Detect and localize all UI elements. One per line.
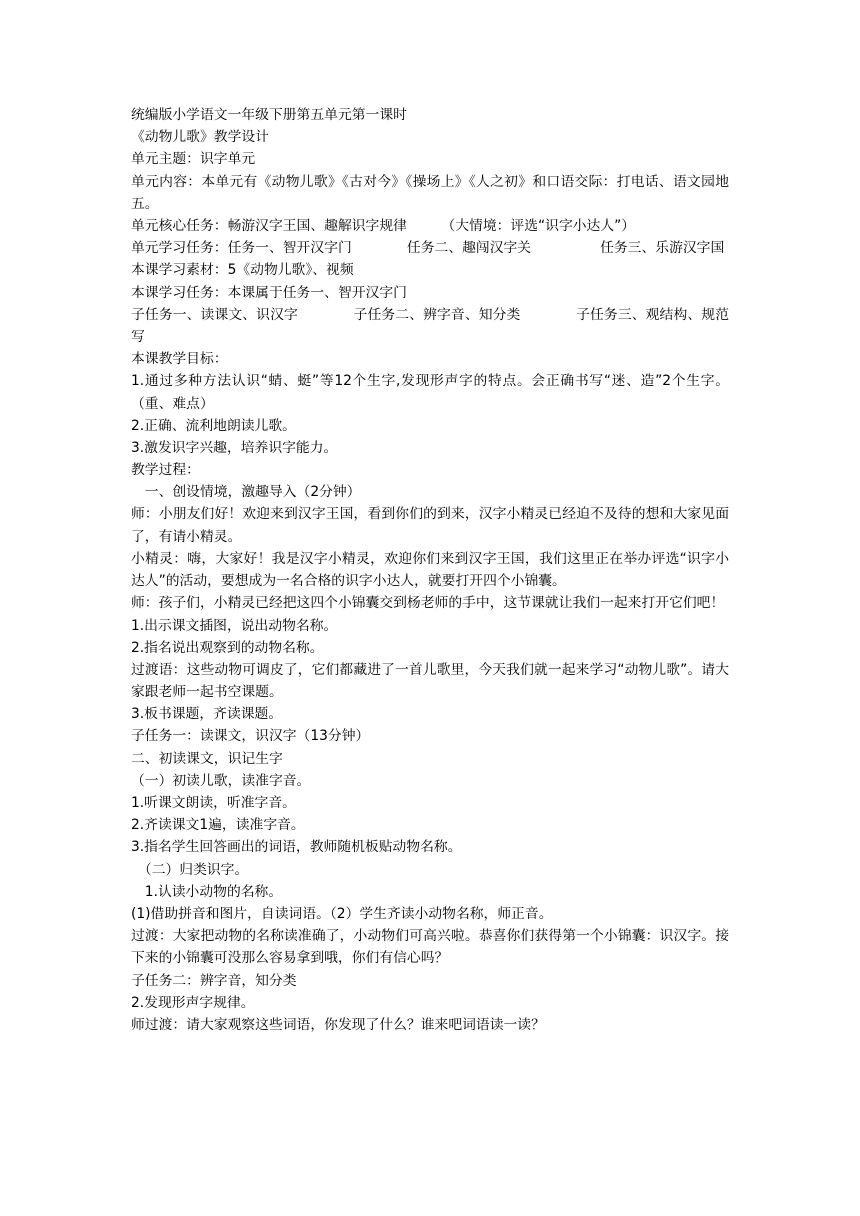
part-2-substeps: (1)借助拼音和图片，自读词语。（2）学生齐读小动物名称，师正音。 — [131, 905, 553, 922]
teacher-speech: 师：孩子们，小精灵已经把这四个小锦囊交到杨老师的手中，这节课就让我们一起来打开它们吧！ — [131, 595, 725, 612]
subtask-2-heading: 子任务二：辨字音，知分类 — [131, 972, 297, 989]
teacher-greeting: 师：小朋友们好！欢迎来到汉字王国，看到你们的到来，汉字小精灵已经迫不及待的想和大家见面了，有请小精灵。 — [131, 506, 729, 545]
subtask-1-heading: 子任务一：读课文，识汉字（13分钟） — [131, 728, 370, 745]
objective-3: 3.激发识字兴趣，培养识字能力。 — [131, 439, 338, 456]
part-2-step-1: 1.认读小动物的名称。 — [131, 883, 283, 900]
part-1-step-3: 3.指名学生回答画出的词语，教师随机板贴动物名称。 — [131, 839, 462, 856]
objective-1: 1.通过多种方法认识“蜻、蜓”等12个生字,发现形声字的特点。会正确书写“迷、造”2个生字。（重、难点） — [131, 373, 729, 412]
section-2-heading: 二、初读课文，识记生字 — [131, 750, 283, 767]
step-1: 1.出示课文插图，说出动物名称。 — [131, 617, 338, 634]
unit-learning-tasks: 单元学习任务：任务一、智开汉字门 任务二、趣闯汉字关 任务三、乐游汉字国 — [131, 240, 725, 257]
process-heading: 教学过程： — [131, 462, 200, 479]
part-2-step-2: 2.发现形声字规律。 — [131, 994, 255, 1011]
lesson-materials: 本课学习素材：5《动物儿歌》、视频 — [131, 262, 354, 279]
transition-2: 过渡：大家把动物的名称读准确了，小动物们可高兴啦。恭喜你们获得第一个小锦囊：识汉字。接下来的小锦囊可没那么容易拿到哦，你们有信心吗？ — [131, 928, 729, 967]
section-1-heading: 一、创设情境，激趣导入（2分钟） — [131, 484, 361, 501]
sprite-speech: 小精灵：嗨，大家好！我是汉字小精灵，欢迎你们来到汉字王国，我们这里正在举办评选“识字小达人”的活动，要想成为一名合格的识字小达人，就要打开四个小锦囊。 — [131, 550, 729, 590]
part-2-heading: （二）归类识字。 — [131, 861, 249, 878]
teacher-transition: 师过渡：请大家观察这些词语，你发现了什么？谁来吧词语读一读？ — [131, 1016, 545, 1033]
unit-content: 单元内容：本单元有《动物儿歌》《古对今》《操场上》《人之初》和口语交际：打电话、语文园地五。 — [131, 173, 729, 212]
objectives-heading: 本课教学目标： — [131, 351, 228, 368]
sub-tasks: 子任务一、读课文、识汉字 子任务二、辨字音、知分类 子任务三、观结构、规范写 — [131, 306, 729, 345]
doc-title-line-1: 统编版小学语文一年级下册第五单元第一课时 — [131, 107, 407, 123]
lesson-task: 本课学习任务：本课属于任务一、智开汉字门 — [131, 284, 407, 301]
part-1-step-2: 2.齐读课文1遍，读准字音。 — [131, 817, 305, 834]
objective-2: 2.正确、流利地朗读儿歌。 — [131, 417, 296, 434]
transition-1: 过渡语：这些动物可调皮了，它们都藏进了一首儿歌里，今天我们就一起来学习“动物儿歌”。请大家跟老师一起书空课题。 — [131, 661, 729, 701]
unit-core-task: 单元核心任务：畅游汉字王国、趣解识字规律 （大情境：评选“识字小达人”） — [131, 217, 636, 234]
document-body — [131, 104, 729, 1036]
part-1-step-1: 1.听课文朗读，听准字音。 — [131, 795, 296, 812]
step-2: 2.指名说出观察到的动物名称。 — [131, 639, 324, 656]
part-1-heading: （一）初读儿歌，读准字音。 — [131, 772, 311, 789]
doc-title-line-2: 《动物儿歌》教学设计 — [131, 129, 269, 146]
step-3: 3.板书课题，齐读课题。 — [131, 706, 283, 723]
unit-theme: 单元主题：识字单元 — [131, 151, 256, 168]
